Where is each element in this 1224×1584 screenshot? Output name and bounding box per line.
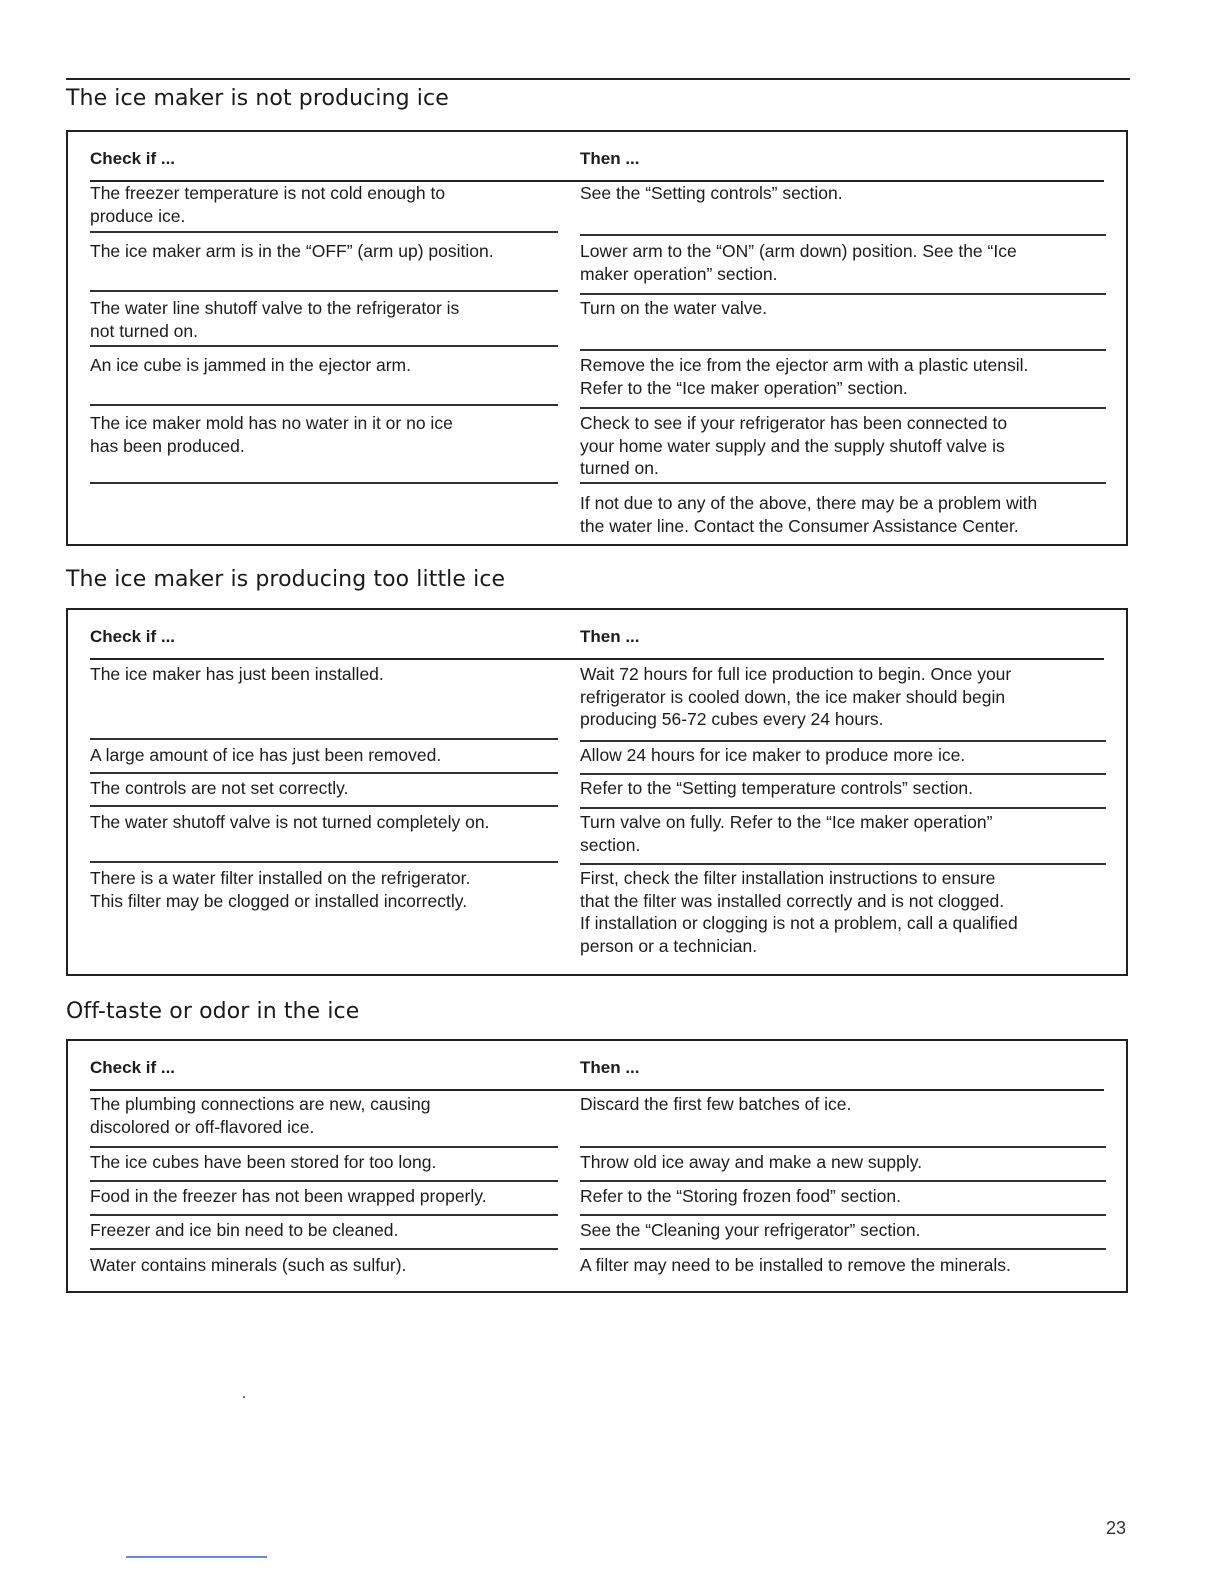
row-divider (580, 349, 1106, 351)
then-cell: See the “Cleaning your refrigerator” section. (580, 1220, 921, 1240)
row-divider (90, 404, 558, 406)
check-cell: An ice cube is jammed in the ejector arm. (90, 355, 411, 375)
scan-speck (243, 1396, 245, 1398)
row-divider (90, 345, 558, 347)
check-cell: The water line shutoff valve to the refrigerator is not turned on. (90, 298, 460, 341)
then-cell: Turn on the water valve. (580, 298, 768, 318)
row-divider (90, 805, 558, 807)
then-cell: A filter may need to be installed to remove the minerals. (580, 1255, 1011, 1275)
row-divider (580, 482, 1106, 484)
then-header: Then ... (580, 149, 640, 168)
then-cell: Refer to the “Setting temperature controls” section. (580, 778, 973, 798)
row-divider (90, 772, 558, 774)
then-cell: Allow 24 hours for ice maker to produce more ice. (580, 745, 966, 765)
top-rule (66, 78, 1130, 80)
then-header: Then ... (580, 627, 640, 646)
row-divider (580, 807, 1106, 809)
row-divider (580, 293, 1106, 295)
row-divider (580, 773, 1106, 775)
row-divider (90, 738, 558, 740)
check-cell: Water contains minerals (such as sulfur). (90, 1255, 407, 1275)
table-header (90, 610, 1104, 660)
row-divider (90, 861, 558, 863)
then-cell: Wait 72 hours for full ice production to begin. Once your refrigerator is cooled down, the ice maker should begin producing 56-72 cubes every 24 hours. (580, 664, 1012, 729)
row-divider (580, 740, 1106, 742)
then-header: Then ... (580, 1058, 640, 1077)
row-divider (580, 1180, 1106, 1182)
then-cell: Remove the ice from the ejector arm with a plastic utensil. Refer to the “Ice maker operation” section. (580, 355, 1029, 398)
then-cell: If not due to any of the above, there may be a problem with the water line. Contact the Consumer Assistance Center. (580, 493, 1038, 536)
row-divider (580, 1248, 1106, 1250)
check-cell: The freezer temperature is not cold enough to produce ice. (90, 183, 446, 226)
table-too-little (66, 608, 1128, 976)
check-cell: Freezer and ice bin need to be cleaned. (90, 1220, 399, 1240)
check-cell: There is a water filter installed on the refrigerator. This filter may be clogged or installed incorrectly. (90, 868, 471, 911)
then-cell: Check to see if your refrigerator has been connected to your home water supply and the supply shutoff valve is turned on. (580, 413, 1008, 478)
row-divider (90, 231, 558, 233)
table-off-taste (66, 1039, 1128, 1293)
check-cell: A large amount of ice has just been removed. (90, 745, 442, 765)
check-cell: The ice maker arm is in the “OFF” (arm up) position. (90, 241, 494, 261)
then-cell: Throw old ice away and make a new supply. (580, 1152, 923, 1172)
row-divider (90, 1214, 558, 1216)
row-divider (580, 863, 1106, 865)
row-divider (90, 290, 558, 292)
then-cell: See the “Setting controls” section. (580, 183, 843, 203)
section-title-not-producing: The ice maker is not producing ice (66, 86, 449, 111)
section-title-off-taste: Off-taste or odor in the ice (66, 999, 360, 1024)
footer-mark (126, 1556, 267, 1558)
then-cell: Refer to the “Storing frozen food” section. (580, 1186, 901, 1206)
row-divider (580, 1214, 1106, 1216)
section-title-too-little: The ice maker is producing too little ice (66, 567, 506, 592)
table-header (90, 1041, 1104, 1091)
row-divider (580, 1146, 1106, 1148)
check-if-header: Check if ... (90, 1058, 176, 1077)
row-divider (580, 407, 1106, 409)
row-divider (90, 482, 558, 484)
check-cell: The water shutoff valve is not turned completely on. (90, 812, 490, 832)
row-divider (90, 1146, 558, 1148)
then-cell: Turn valve on fully. Refer to the “Ice maker operation” section. (580, 812, 993, 855)
row-divider (90, 1248, 558, 1250)
check-cell: The plumbing connections are new, causing discolored or off-flavored ice. (90, 1094, 431, 1137)
check-if-header: Check if ... (90, 149, 176, 168)
page-number: 23 (1106, 1518, 1127, 1538)
then-cell: First, check the filter installation instructions to ensure that the filter was installed correctly and is not clogged. If installation or clogging is not a problem, call a qualified person or a technician. (580, 868, 1018, 956)
row-divider (90, 1180, 558, 1182)
table-header (90, 132, 1104, 182)
check-if-header: Check if ... (90, 627, 176, 646)
check-cell: The ice maker has just been installed. (90, 664, 384, 684)
then-cell: Discard the first few batches of ice. (580, 1094, 852, 1114)
row-divider (580, 234, 1106, 236)
check-cell: The ice maker mold has no water in it or no ice has been produced. (90, 413, 453, 456)
table-not-producing (66, 130, 1128, 546)
check-cell: The controls are not set correctly. (90, 778, 349, 798)
then-cell: Lower arm to the “ON” (arm down) position. See the “Ice maker operation” section. (580, 241, 1017, 284)
check-cell: Food in the freezer has not been wrapped properly. (90, 1186, 487, 1206)
check-cell: The ice cubes have been stored for too long. (90, 1152, 437, 1172)
